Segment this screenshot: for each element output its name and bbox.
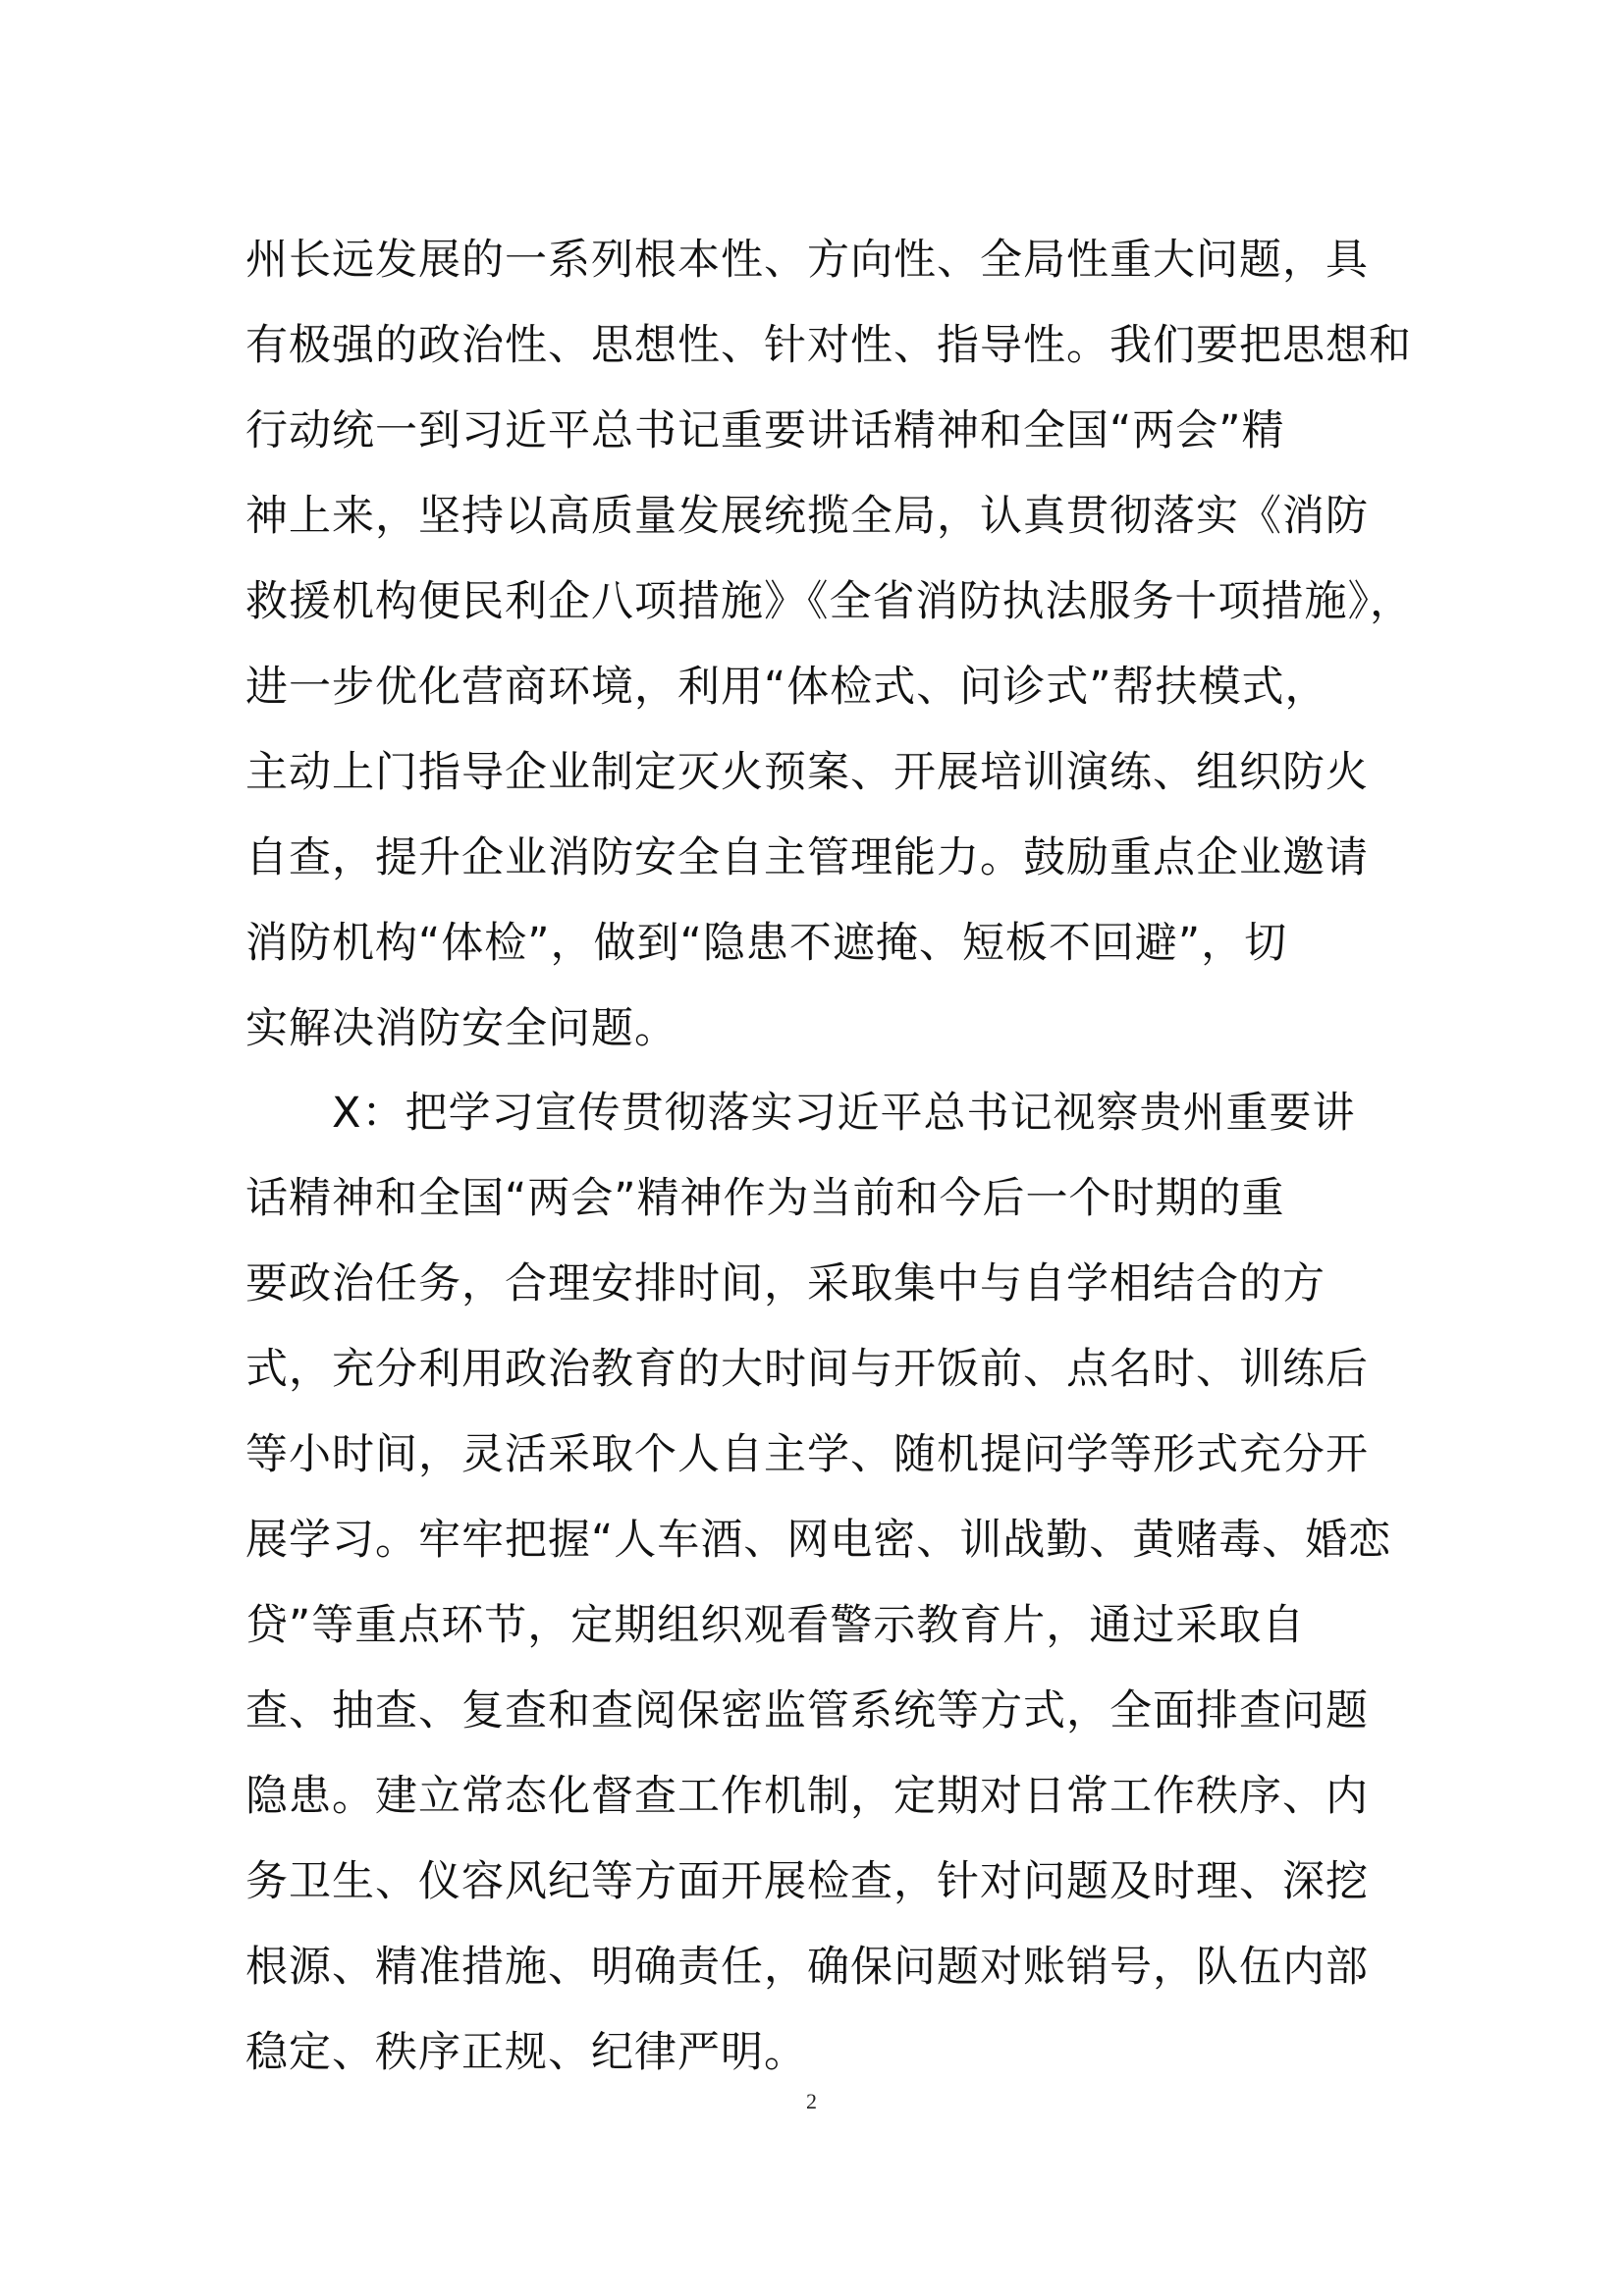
text-line: 查、抽查、复查和查阅保密监管系统等方式，全面排查问题 <box>245 1686 1369 1735</box>
text-line: 救援机构便民利企八项措施》《全省消防执法服务十项措施》， <box>245 577 1413 626</box>
text-line: 务卫生、仪容风纪等方面开展检查，针对问题及时理、深挖 <box>245 1857 1369 1906</box>
text-line: 行动统一到习近平总书记重要讲话精神和全国“两会”精 <box>245 406 1285 455</box>
text-line: 州长远发展的一系列根本性、方向性、全局性重大问题，具 <box>245 236 1369 285</box>
text-line: 话精神和全国“两会”精神作为当前和今后一个时期的重 <box>245 1174 1285 1223</box>
text-line: 根源、精准措施、明确责任，确保问题对账销号，队伍内部 <box>245 1943 1369 1992</box>
text-line: 隐患。建立常态化督查工作机制，定期对日常工作秩序、内 <box>245 1772 1369 1821</box>
text-line: 进一步优化营商环境，利用“体检式、问诊式”帮扶模式， <box>245 663 1328 712</box>
text-line: 展学习。牢牢把握“人车酒、网电密、训战勤、黄赌毒、婚恋 <box>245 1516 1392 1565</box>
text-line: 神上来，坚持以高质量发展统揽全局，认真贯彻落实《消防 <box>245 492 1369 541</box>
text-line: 要政治任务，合理安排时间，采取集中与自学相结合的方 <box>245 1259 1325 1308</box>
text-line: 等小时间，灵活采取个人自主学、随机提问学等形式充分开 <box>245 1430 1369 1479</box>
text-line: 稳定、秩序正规、纪律严明。 <box>245 2028 807 2077</box>
paragraph-2 <box>245 1071 1394 2096</box>
paragraph-1 <box>245 218 1413 1072</box>
text-line: 贷”等重点环节，定期组织观看警示教育片，通过采取自 <box>245 1601 1306 1650</box>
page-number: 2 <box>806 2089 817 2113</box>
text-line: 实解决消防安全问题。 <box>245 1004 677 1053</box>
text-line: 式，充分利用政治教育的大时间与开饭前、点名时、训练后 <box>245 1345 1369 1394</box>
text-line: 有极强的政治性、思想性、针对性、指导性。我们要把思想和 <box>245 321 1412 370</box>
text-line-first: X：把学习宣传贯彻落实习近平总书记视察贵州重要讲 <box>332 1089 1356 1138</box>
text-line: 主动上门指导企业制定灭火预案、开展培训演练、组织防火 <box>245 748 1369 797</box>
text-line: 消防机构“体检”，做到“隐患不遮掩、短板不回避”，切 <box>245 919 1288 968</box>
text-line: 自查，提升企业消防安全自主管理能力。鼓励重点企业邀请 <box>245 833 1369 882</box>
